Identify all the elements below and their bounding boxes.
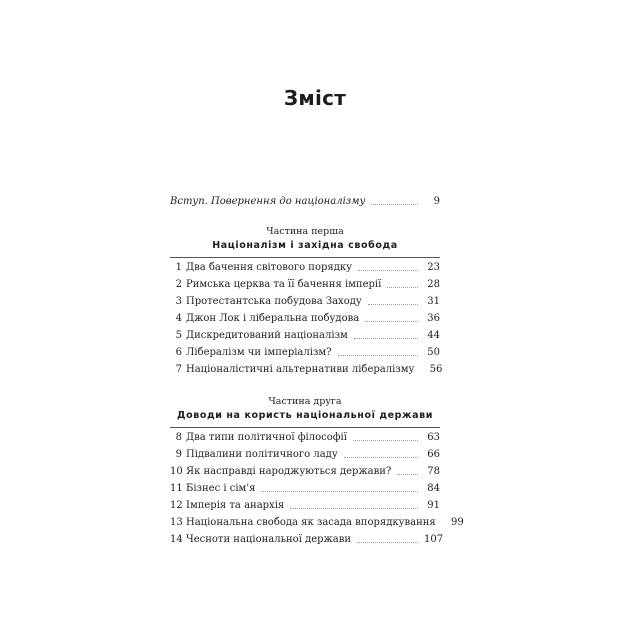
chapter-title: Як насправді народжуються держави? [186,466,392,477]
toc-chapter-entry [170,430,440,444]
dot-leader [357,541,418,543]
chapter-page: 36 [427,313,440,324]
chapter-page: 63 [427,432,440,443]
part-1-title: Націоналізм і західна свобода [212,240,398,251]
chapter-page: 31 [427,296,440,307]
chapter-number: 10 [170,466,183,477]
part-2-title: Доводи на користь національної держави [177,410,433,421]
dot-leader [368,303,418,305]
toc-intro-entry [170,194,440,208]
chapter-page: 23 [427,262,440,273]
chapter-page: 50 [427,347,440,358]
part-2-rule [170,427,440,428]
chapter-number: 1 [175,262,182,273]
chapter-number: 12 [170,500,183,511]
chapter-title: Націоналістичні альтернативи лібералізму [186,364,415,375]
toc-chapter-entry [170,260,440,274]
dot-leader [353,439,418,441]
toc-chapter-entry [170,515,464,529]
chapter-title: Лібералізм чи імперіалізм? [186,347,332,358]
dot-leader [354,337,418,339]
dot-leader [371,203,418,205]
toc-chapter-entry [170,532,444,546]
dot-leader [261,490,418,492]
toc-chapter-entry [170,362,443,376]
chapter-page: 66 [427,449,440,460]
chapter-page: 56 [429,364,443,375]
chapter-title: Бізнес і сім'я [186,483,256,494]
chapter-number: 7 [175,364,182,375]
chapter-number: 3 [175,296,182,307]
chapter-title: Два бачення світового порядку [186,262,352,273]
page-title: Зміст [283,86,347,110]
toc-chapter-entry [170,277,440,291]
dot-leader [344,456,418,458]
part-1-label: Частина перша [266,226,344,237]
chapter-title: Римська церква та її бачення імперії [186,279,382,290]
chapter-number: 13 [170,517,183,528]
chapter-page: 91 [427,500,440,511]
chapter-page: 99 [450,517,464,528]
chapter-title: Джон Лок і ліберальна побудова [186,313,360,324]
intro-title: Вступ. Повернення до націоналізму [170,196,366,207]
toc-chapter-entry [170,464,440,478]
chapter-page: 78 [427,466,440,477]
dot-leader [290,507,418,509]
chapter-number: 14 [170,534,183,545]
toc-chapter-entry [170,328,440,342]
dot-leader [358,269,418,271]
chapter-title: Підвалини політичного ладу [186,449,338,460]
chapter-number: 6 [175,347,182,358]
chapter-page: 28 [427,279,440,290]
chapter-page: 107 [424,534,444,545]
toc-chapter-entry [170,294,440,308]
dot-leader [397,473,418,475]
toc-chapter-entry [170,311,440,325]
chapter-number: 11 [170,483,183,494]
toc-chapter-entry [170,481,440,495]
part-1-rule [170,257,440,258]
chapter-number: 8 [175,432,182,443]
chapter-number: 9 [175,449,182,460]
dot-leader [387,286,418,288]
intro-page: 9 [433,196,440,207]
chapter-title: Національна свобода як засада впорядкування [186,517,436,528]
chapter-title: Імперія та анархія [186,500,285,511]
toc-chapter-entry [170,447,440,461]
toc-chapter-entry [170,345,440,359]
chapter-number: 5 [175,330,182,341]
chapter-number: 2 [175,279,182,290]
chapter-title: Два типи політичної філософії [186,432,347,443]
chapter-title: Протестантська побудова Заходу [186,296,362,307]
chapter-title: Дискредитований націоналізм [186,330,348,341]
chapter-page: 44 [427,330,440,341]
chapter-page: 84 [427,483,440,494]
chapter-title: Чесноти національної держави [186,534,352,545]
dot-leader [338,354,418,356]
part-2-label: Частина друга [268,396,342,407]
dot-leader [365,320,418,322]
chapter-number: 4 [175,313,182,324]
toc-chapter-entry [170,498,440,512]
